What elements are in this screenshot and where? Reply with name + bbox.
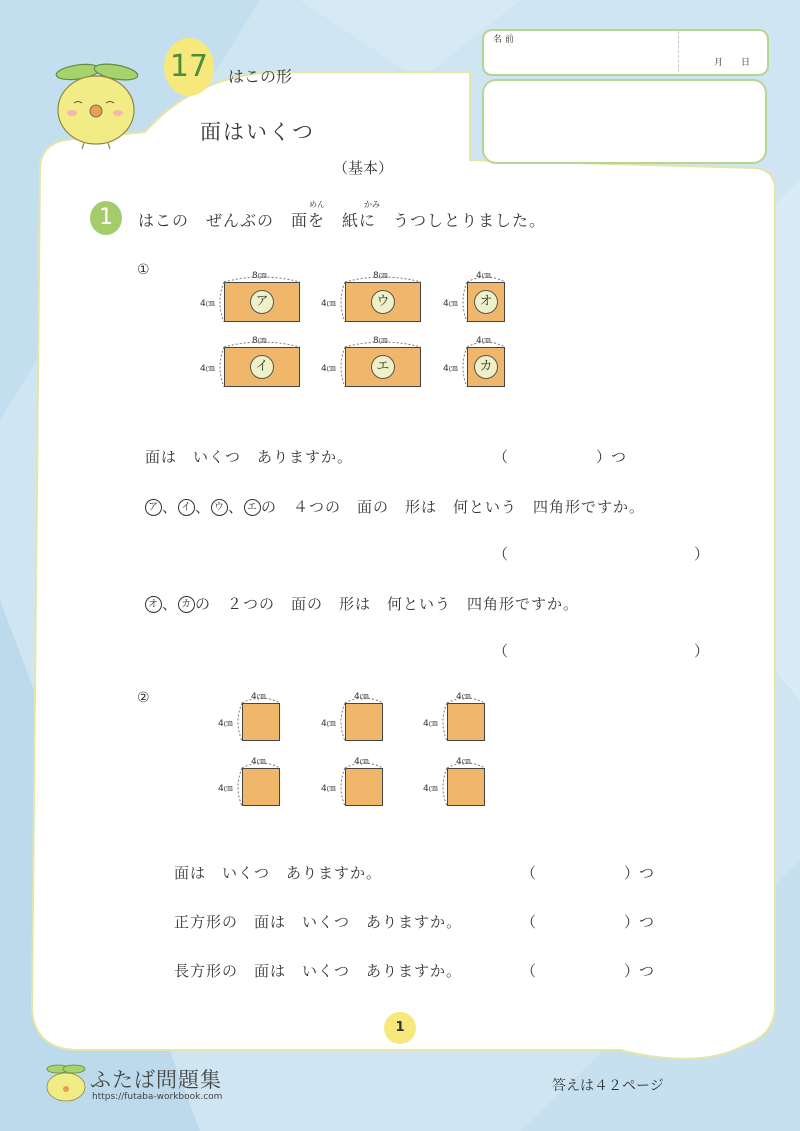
part1-q2-text: の ４つの 面の 形は 何という 四角形ですか。 [261, 498, 646, 516]
height-dimension: 4㎝ [321, 364, 336, 374]
height-dimension: 4㎝ [321, 299, 336, 309]
width-dimension: 4㎝ [251, 757, 266, 767]
face-label: ウ [371, 290, 395, 314]
brand-url[interactable]: https://futaba-workbook.com [92, 1092, 223, 1102]
width-dimension: 4㎝ [476, 271, 491, 281]
part1-q2-answer[interactable] [507, 537, 691, 565]
page-number-badge [384, 1012, 416, 1044]
answer-reference: 答えは４２ページ [552, 1078, 664, 1094]
dimension-arc [335, 691, 385, 743]
part1-q3-answer[interactable] [507, 634, 691, 662]
part2-q2-answer[interactable] [535, 905, 621, 933]
height-dimension: 4㎝ [423, 719, 438, 729]
dimension-arc [457, 335, 507, 389]
dimension-arc [335, 335, 423, 389]
part1-q3-open: （ [493, 642, 509, 660]
lesson-number: 17 [169, 49, 209, 84]
sep: 、 [228, 498, 245, 516]
width-dimension: 8㎝ [373, 336, 388, 346]
part2-q3-answer[interactable] [535, 954, 621, 982]
width-dimension: 8㎝ [252, 336, 267, 346]
label-e-circle: エ [244, 499, 261, 516]
face-label: ア [250, 290, 274, 314]
height-dimension: 4㎝ [423, 784, 438, 794]
height-dimension: 4㎝ [200, 364, 215, 374]
part2-q3-open: （ [521, 962, 537, 980]
part1-q3-close: ） [694, 642, 710, 660]
part1-q2-open: （ [493, 545, 509, 563]
width-dimension: 4㎝ [354, 757, 369, 767]
lesson-number-badge [164, 38, 214, 96]
part2-q3-text: 長方形の 面は いくつ ありますか。 [174, 962, 463, 980]
label-o-circle: オ [145, 596, 162, 613]
dimension-arc [232, 756, 282, 808]
part2-mark: ② [137, 690, 150, 706]
part2-q2-text: 正方形の 面は いくつ ありますか。 [174, 913, 463, 931]
dimension-arc [437, 691, 487, 743]
dimension-arc [335, 756, 385, 808]
dimension-arc [214, 270, 302, 324]
part2-q2-close: ）つ [624, 913, 655, 931]
sep: 、 [195, 498, 212, 516]
name-date-divider [678, 31, 679, 72]
dimension-arc [214, 335, 302, 389]
level-label: （基本） [333, 159, 394, 177]
width-dimension: 4㎝ [476, 336, 491, 346]
width-dimension: 8㎝ [373, 271, 388, 281]
dimension-arc [232, 691, 282, 743]
part1-q1-close: ）つ [596, 448, 627, 466]
name-field[interactable] [482, 29, 769, 76]
question-number-badge [90, 201, 122, 235]
part1-q1-answer[interactable] [507, 440, 593, 468]
part2-q1-answer[interactable] [535, 856, 621, 884]
unit-title: はこの形 [228, 67, 293, 86]
height-dimension: 4㎝ [218, 719, 233, 729]
face-label: カ [474, 355, 498, 379]
part1-q1-text: 面は いくつ ありますか。 [145, 448, 354, 466]
width-dimension: 4㎝ [251, 692, 266, 702]
part2-q3-close: ）つ [624, 962, 655, 980]
height-dimension: 4㎝ [321, 719, 336, 729]
mascot-icon [52, 58, 142, 150]
day-label: 日 [741, 58, 751, 68]
brand-logo-icon [44, 1062, 88, 1102]
label-a-circle: ア [145, 499, 162, 516]
question-instruction: はこの ぜんぶの 面を 紙に うつしとりました。 [138, 211, 547, 230]
ruby-kami: かみ [364, 200, 380, 209]
part1-mark: ① [137, 262, 150, 278]
sep: 、 [162, 498, 179, 516]
page-number: 1 [395, 1020, 405, 1035]
ruby-men: めん [309, 200, 325, 209]
part1-q2-close: ） [694, 545, 710, 563]
width-dimension: 4㎝ [354, 692, 369, 702]
page-title: 面はいくつ [200, 120, 315, 144]
name-label: 名 前 [493, 35, 514, 45]
part1-q3-question [145, 593, 579, 614]
brand-name: ふたば問題集 [90, 1068, 222, 1092]
part2-q1-text: 面は いくつ ありますか。 [174, 864, 383, 882]
width-dimension: 4㎝ [456, 757, 471, 767]
part1-q1-open: （ [493, 448, 509, 466]
part1-q3-text: の ２つの 面の 形は 何という 四角形ですか。 [195, 595, 580, 613]
height-dimension: 4㎝ [443, 364, 458, 374]
width-dimension: 4㎝ [456, 692, 471, 702]
label-i-circle: イ [178, 499, 195, 516]
height-dimension: 4㎝ [200, 299, 215, 309]
part2-q1-close: ）つ [624, 864, 655, 882]
dimension-arc [457, 270, 507, 324]
question-number: 1 [99, 205, 113, 230]
month-label: 月 [714, 58, 724, 68]
dimension-arc [437, 756, 487, 808]
part1-q2-question [145, 496, 645, 517]
width-dimension: 8㎝ [252, 271, 267, 281]
dimension-arc [335, 270, 423, 324]
label-ka-circle: カ [178, 596, 195, 613]
sep: 、 [162, 595, 179, 613]
score-box[interactable] [482, 79, 767, 164]
face-label: オ [474, 290, 498, 314]
part2-q2-open: （ [521, 913, 537, 931]
height-dimension: 4㎝ [218, 784, 233, 794]
height-dimension: 4㎝ [443, 299, 458, 309]
label-u-circle: ウ [211, 499, 228, 516]
height-dimension: 4㎝ [321, 784, 336, 794]
face-label: イ [250, 355, 274, 379]
face-label: エ [371, 355, 395, 379]
part2-q1-open: （ [521, 864, 537, 882]
